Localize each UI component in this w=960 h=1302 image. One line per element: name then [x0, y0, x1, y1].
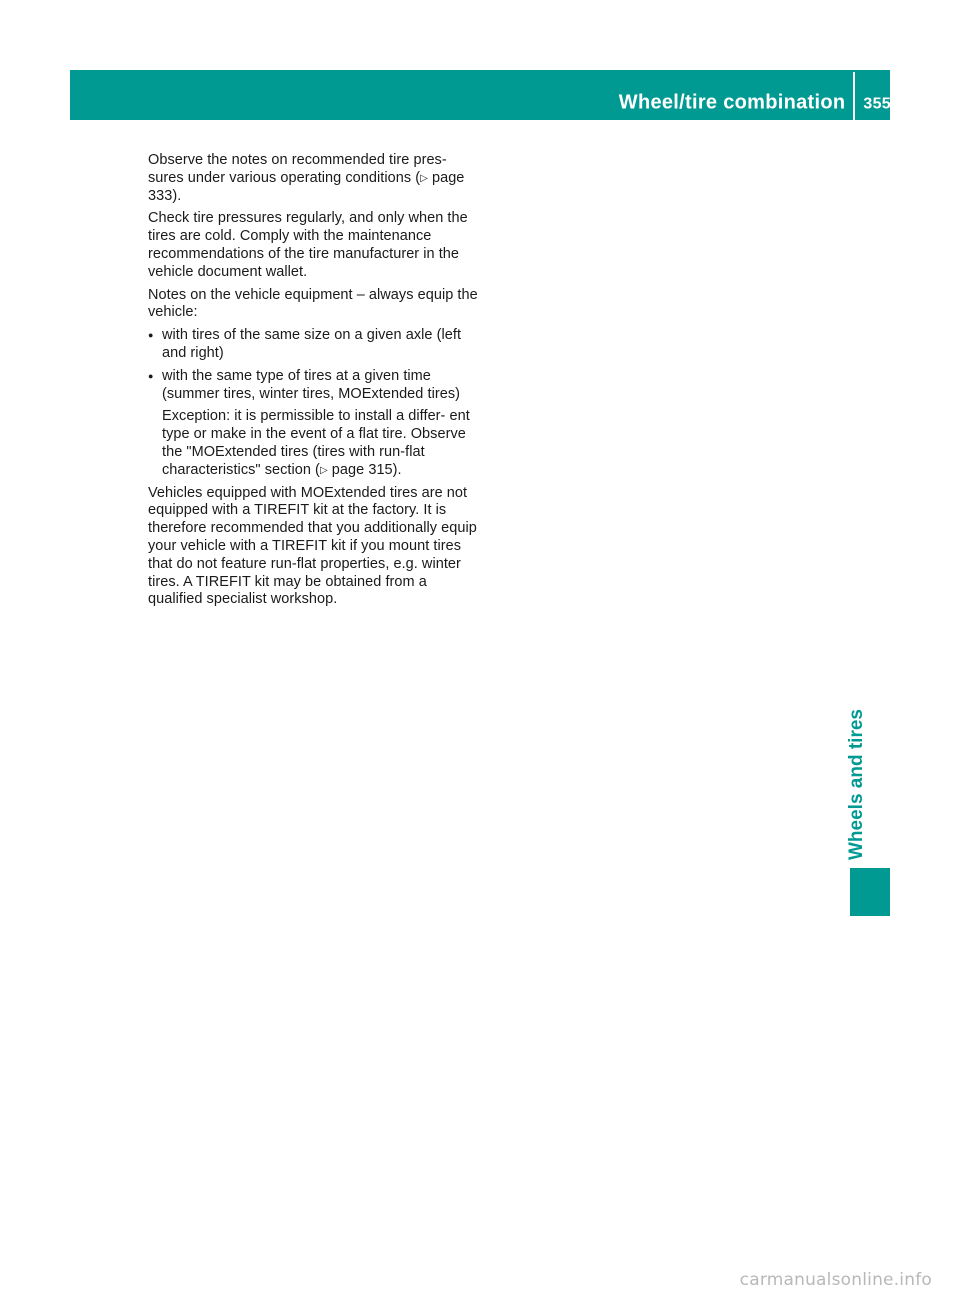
page-reference[interactable]: page 333).: [148, 169, 465, 204]
page-ref-arrow-icon: ▷: [319, 464, 328, 476]
paragraph-tirefit: Vehicles equipped with MOExtended tires are not equipped with a TIREFIT kit at the factory. It is therefore recommended that you additionally equip your vehicle with a TIREFIT kit if you mount tires that do not feature run-flat properties, e.g. winter tires. A TIREFIT kit may be obtained from a qualified specialist workshop.: [148, 484, 477, 608]
page-number: 355: [863, 95, 891, 113]
section-header: [619, 88, 891, 118]
watermark: carmanualsonline.info: [739, 1270, 932, 1290]
chapter-tab-marker: [850, 868, 890, 916]
paragraph-check-pressures: Check tire pressures regularly, and only when the tires are cold. Comply with the maintenance recommendations of the tire manufacturer in the vehicle document wallet.: [148, 210, 468, 280]
list-item: ● with tires of the same size on a given axle (left and right): [148, 327, 482, 363]
page-reference[interactable]: page 315).: [331, 461, 402, 478]
section-title: Wheel/tire combination: [618, 91, 846, 114]
paragraph-pressure-notes: Observe the notes on recommended tire pres- sures under various operating conditions (▷ page 333).: [148, 152, 465, 204]
list-item: ● with the same type of tires at a given time (summer tires, winter tires, MOExtended tires) Exception: it is permissible to install a differ- ent type or make in the event of a flat tire. Observe the "MOExtended tires (tires with run-flat characteristics" section (▷ page 315).: [148, 368, 482, 480]
paragraph-equipment-notes: Notes on the vehicle equipment – always equip the vehicle:: [148, 286, 478, 321]
header-divider: [853, 72, 855, 122]
list-item-exception: Exception: it is permissible to install a differ- ent type or make in the event of a flat tire. Observe the "MOExtended tires (tires with run-flat characteristics" section (▷ page 315).: [162, 408, 470, 478]
page-ref-arrow-icon: ▷: [420, 172, 428, 184]
body-text: [148, 152, 482, 614]
chapter-tab-label: Wheels and tires: [846, 709, 867, 860]
